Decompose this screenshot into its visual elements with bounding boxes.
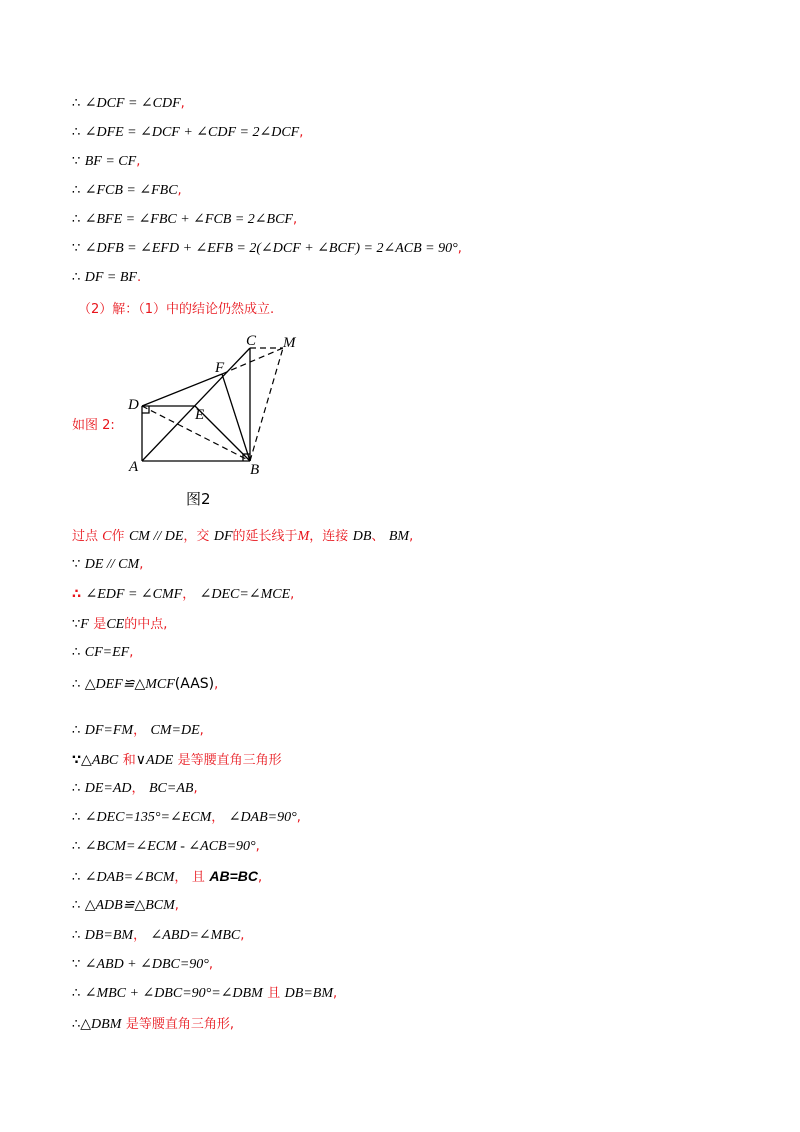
label-B: B bbox=[250, 462, 260, 478]
proof2-line-4: ∵F 是CE的中点, bbox=[72, 617, 168, 632]
therefore-symbol: ∴ bbox=[72, 96, 81, 111]
proof2-line-11: ∴ ∠BCM=∠ECM - ∠ACB=90°, bbox=[72, 839, 260, 854]
segment-FM bbox=[222, 348, 283, 374]
proof2-line-12: ∴ ∠DAB=∠BCM， 且 AB=BC, bbox=[72, 868, 263, 885]
proof-line-6: ∵ ∠DFB = ∠EFD + ∠EFB = 2(∠DCF + ∠BCF) = 2∠ACB = 90°, bbox=[72, 241, 462, 256]
math-expression: ∠DFB = ∠EFD + ∠EFB = 2(∠DCF + ∠BCF) = 2∠ACB = 90° bbox=[84, 241, 458, 256]
label-A: A bbox=[129, 459, 139, 475]
segment-FB bbox=[222, 374, 250, 461]
proof-line-4: ∴ ∠FCB = ∠FBC, bbox=[72, 183, 182, 198]
proof2-line-6: ∴ △DEF≌△MCF(AAS), bbox=[72, 676, 219, 692]
proof2-line-15: ∵ ∠ABD + ∠DBC=90°, bbox=[72, 957, 214, 972]
math-expression: ∠FCB = ∠FBC bbox=[84, 183, 178, 198]
proof2-line-10: ∴ ∠DEC=135°=∠ECM， ∠DAB=90°, bbox=[72, 810, 301, 825]
proof2-line-9: ∴ DE=AD， BC=AB, bbox=[72, 781, 198, 796]
math-expression: DF = BF bbox=[84, 270, 137, 285]
math-expression: ∠DCF = ∠CDF bbox=[84, 96, 181, 111]
math-expression: ∠BFE = ∠FBC + ∠FCB = 2∠BCF bbox=[84, 212, 293, 227]
proof2-line-17: ∴△DBM 是等腰直角三角形, bbox=[72, 1017, 234, 1032]
label-F: F bbox=[215, 360, 225, 376]
proof-line-2: ∴ ∠DFE = ∠DCF + ∠CDF = 2∠DCF, bbox=[72, 125, 304, 140]
part2-heading: （2）解：（1）中的结论仍然成立. bbox=[78, 302, 275, 317]
proof2-line-2: ∵ DE // CM, bbox=[72, 557, 144, 572]
proof2-line-3: ∴ ∠EDF = ∠CMF， ∠DEC=∠MCE, bbox=[72, 587, 295, 602]
math-expression: BF = CF bbox=[84, 154, 137, 169]
label-C: C bbox=[246, 333, 257, 349]
math-expression: ∠DFE = ∠DCF + ∠CDF = 2∠DCF bbox=[84, 125, 300, 140]
proof-line-1: ∴ ∠DCF = ∠CDF, bbox=[72, 96, 185, 111]
proof2-line-13: ∴ △ADB≌△BCM, bbox=[72, 898, 179, 913]
proof2-line-1: 过点 C作 CM // DE，交 DF的延长线于M，连接 DB、 BM, bbox=[72, 529, 414, 544]
proof-line-7: ∴ DF = BF. bbox=[72, 270, 142, 285]
figure-intro: 如图 2: bbox=[72, 418, 115, 433]
proof-line-3: ∵ BF = CF, bbox=[72, 154, 141, 169]
label-M: M bbox=[283, 335, 296, 351]
proof2-line-8: ∵△ABC 和∨ADE 是等腰直角三角形 bbox=[72, 753, 282, 768]
proof2-line-14: ∴ DB=BM， ∠ABD=∠MBC, bbox=[72, 928, 245, 943]
label-D: D bbox=[128, 397, 139, 413]
label-E: E bbox=[195, 407, 205, 423]
geometry-figure bbox=[125, 328, 315, 478]
proof2-line-5: ∴ CF=EF, bbox=[72, 645, 134, 660]
proof2-line-16: ∴ ∠MBC + ∠DBC=90°=∠DBM 且 DB=BM, bbox=[72, 986, 338, 1001]
figure-caption: 图2 bbox=[186, 490, 211, 508]
segment-BM bbox=[250, 348, 283, 461]
proof2-line-7: ∴ DF=FM， CM=DE, bbox=[72, 723, 204, 738]
proof-line-5: ∴ ∠BFE = ∠FBC + ∠FCB = 2∠BCF, bbox=[72, 212, 298, 227]
